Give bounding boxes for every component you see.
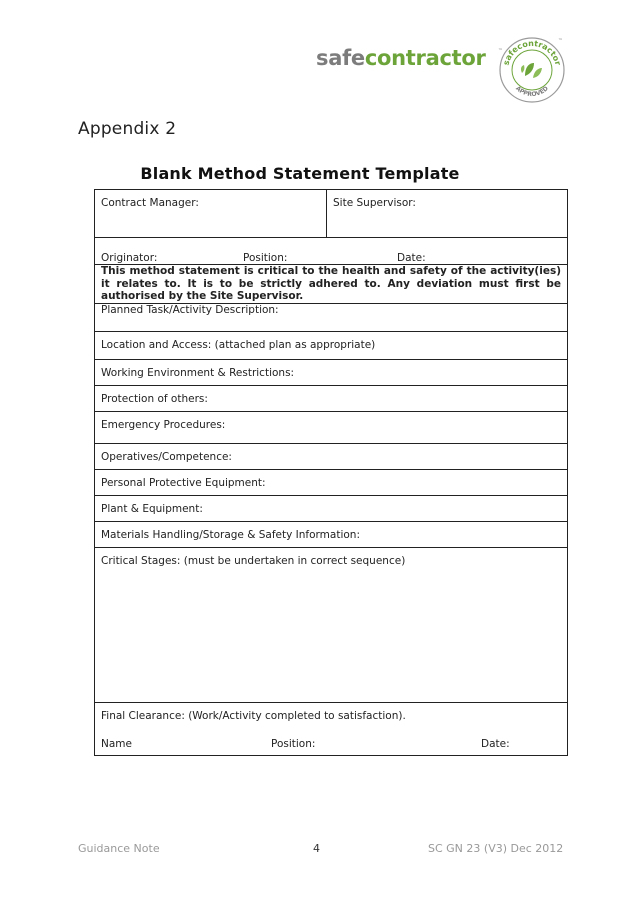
form-row-planned-task xyxy=(95,303,568,331)
emergency-procedures-cell[interactable] xyxy=(95,411,568,443)
safecontractor-logo xyxy=(316,46,503,70)
operatives-label: Operatives/Competence: xyxy=(101,450,232,463)
form-row-operatives xyxy=(95,443,568,469)
name-label: Name xyxy=(101,737,132,750)
form-row-managers xyxy=(95,190,568,238)
warning-statement: This method statement is critical to the health and safety of the activity(ies) it relates to. It is to be strictly adhered to. Any deviation must first be authorised by the Site Supervisor. xyxy=(95,265,568,304)
critical-stages-cell[interactable] xyxy=(95,547,568,702)
location-access-cell[interactable] xyxy=(95,331,568,359)
form-row-location xyxy=(95,331,568,359)
form-row-originator xyxy=(95,238,568,265)
operatives-cell[interactable] xyxy=(95,443,568,469)
position-label: Position: xyxy=(243,252,288,264)
page-title: Blank Method Statement Template xyxy=(140,164,460,183)
critical-stages-label: Critical Stages: (must be undertaken in correct sequence) xyxy=(101,554,406,567)
form-row-final-clearance xyxy=(95,702,568,755)
site-supervisor-cell[interactable] xyxy=(327,190,568,238)
originator-label: Originator: xyxy=(101,252,158,264)
form-row-working-environment xyxy=(95,359,568,385)
seal-trademark: ™ xyxy=(558,38,563,44)
emergency-procedures-label: Emergency Procedures: xyxy=(101,418,226,431)
contract-manager-cell[interactable] xyxy=(95,190,327,238)
date-label: Date: xyxy=(397,252,426,264)
protection-others-cell[interactable] xyxy=(95,385,568,411)
plant-equipment-label: Plant & Equipment: xyxy=(101,502,203,515)
logo-trademark: ™ xyxy=(498,48,503,54)
form-row-materials xyxy=(95,521,568,547)
footer-doc-type: Guidance Note xyxy=(78,842,160,855)
contract-manager-label: Contract Manager: xyxy=(101,197,199,209)
form-row-protection xyxy=(95,385,568,411)
footer-page-number: 4 xyxy=(313,842,320,855)
form-row-ppe xyxy=(95,469,568,495)
logo-wordmark xyxy=(316,46,486,70)
footer-doc-ref: SC GN 23 (V3) Dec 2012 xyxy=(428,842,564,855)
form-row-emergency xyxy=(95,411,568,443)
planned-task-cell[interactable] xyxy=(95,303,568,331)
final-clearance-label: Final Clearance: (Work/Activity completed to satisfaction). xyxy=(101,709,406,722)
leaf-icon xyxy=(521,63,542,78)
approved-seal-icon xyxy=(498,36,566,104)
method-statement-form xyxy=(94,189,568,756)
final-date-label: Date: xyxy=(481,737,510,750)
site-supervisor-label: Site Supervisor: xyxy=(333,197,416,209)
seal-bottom-text: APPROVED xyxy=(514,85,550,99)
protection-others-label: Protection of others: xyxy=(101,392,208,405)
plant-equipment-cell[interactable] xyxy=(95,495,568,521)
logo-word-contractor: contractor xyxy=(364,46,486,70)
ppe-cell[interactable] xyxy=(95,469,568,495)
logo-word-safe: safe xyxy=(316,46,365,70)
form-row-critical-stages xyxy=(95,547,568,702)
ppe-label: Personal Protective Equipment: xyxy=(101,476,266,489)
final-clearance-cell[interactable] xyxy=(95,702,568,755)
seal-top-text: safecontractor xyxy=(501,38,563,67)
materials-handling-label: Materials Handling/Storage & Safety Information: xyxy=(101,528,360,541)
working-environment-label: Working Environment & Restrictions: xyxy=(101,366,295,379)
planned-task-label: Planned Task/Activity Description: xyxy=(101,303,279,316)
final-signoff-line xyxy=(101,738,561,750)
location-access-label: Location and Access: (attached plan as appropriate) xyxy=(101,338,376,351)
originator-cell[interactable] xyxy=(95,238,568,265)
appendix-heading: Appendix 2 xyxy=(78,119,177,139)
working-environment-cell[interactable] xyxy=(95,359,568,385)
form-row-plant xyxy=(95,495,568,521)
form-row-warning xyxy=(95,265,568,304)
final-position-label: Position: xyxy=(271,737,316,750)
materials-handling-cell[interactable] xyxy=(95,521,568,547)
